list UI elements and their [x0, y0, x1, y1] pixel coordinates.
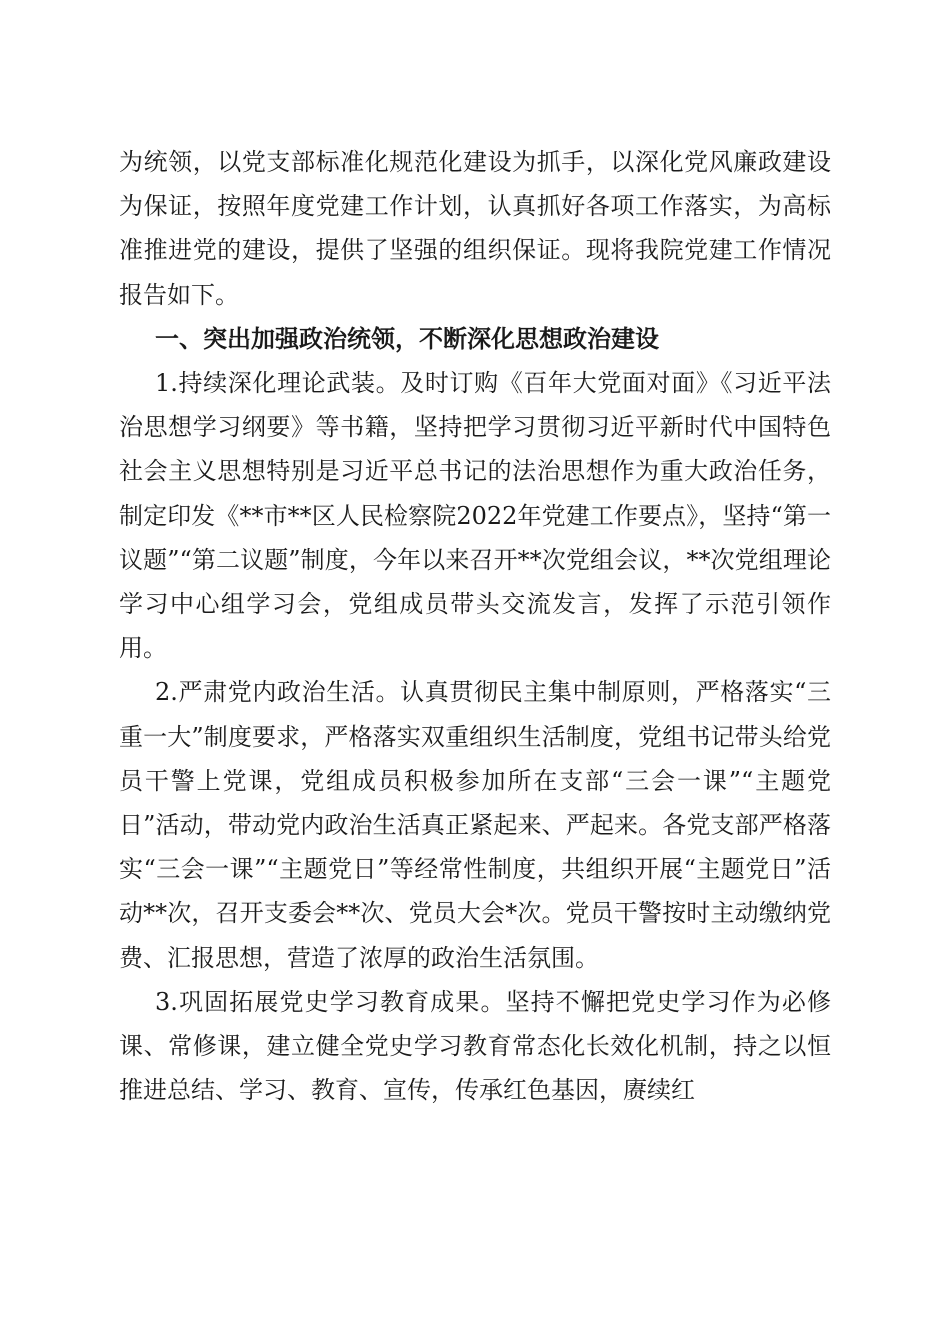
paragraph-intro-continuation: 为统领，以党支部标准化规范化建设为抓手，以深化党风廉政建设为保证，按照年度党建工作计划，认真抓好各项工作落实，为高标准推进党的建设，提供了坚强的组织保证。现将我院党建工作情况报告如下。 [119, 148, 831, 309]
paragraph-item-1: 1.持续深化理论武装。及时订购《百年大党面对面》《习近平法治思想学习纲要》等书籍，坚持把学习贯彻习近平新时代中国特色社会主义思想特别是习近平总书记的法治思想作为重大政治任务，制定印发《**市**区人民检察院2022年党建工作要点》，坚持“第一议题”“第二议题”制度，今年以来召开**次党组会议，**次党组理论学习中心组学习会，党组成员带头交流发言，发挥了示范引领作用。 [119, 369, 831, 663]
paragraph-item-2: 2.严肃党内政治生活。认真贯彻民主集中制原则，严格落实“三重一大”制度要求，严格落实双重组织生活制度，党组书记带头给党员干警上党课，党组成员积极参加所在支部“三会一课”“主题党日”活动，带动党内政治生活真正紧起来、严起来。各党支部严格落实“三会一课”“主题党日”等经常性制度，共组织开展“主题党日”活动**次，召开支委会**次、党员大会*次。党员干警按时主动缴纳党费、汇报思想，营造了浓厚的政治生活氛围。 [119, 678, 831, 972]
paragraph-item-3: 3.巩固拓展党史学习教育成果。坚持不懈把党史学习作为必修课、常修课，建立健全党史学习教育常态化长效化机制，持之以恒推进总结、学习、教育、宣传，传承红色基因，赓续红 [119, 987, 831, 1105]
document-body [119, 140, 831, 1112]
section-heading-1: 一、突出加强政治统领，不断深化思想政治建设 [155, 324, 659, 353]
